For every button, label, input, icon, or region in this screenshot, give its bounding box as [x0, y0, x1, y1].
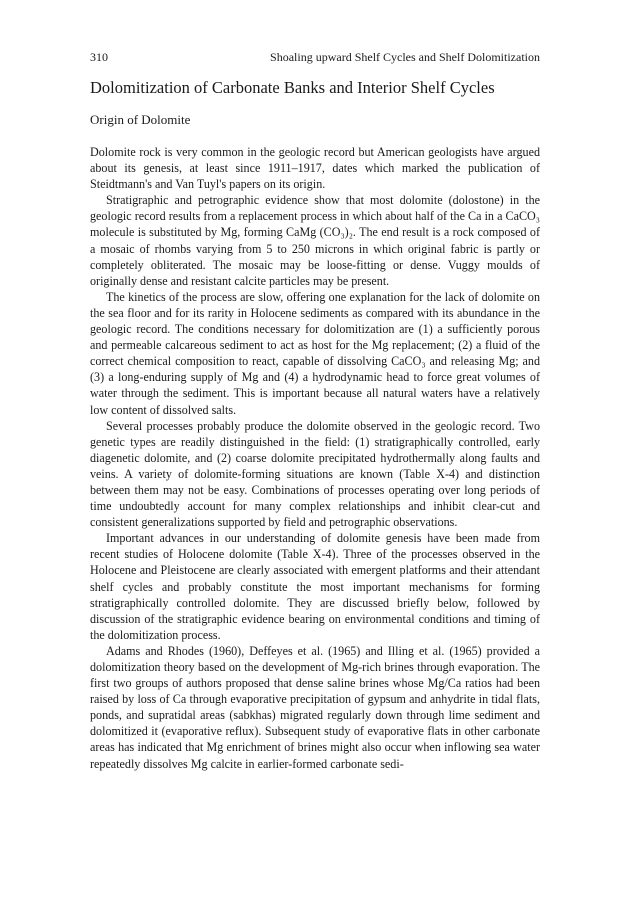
body-text [90, 144, 540, 772]
paragraph: Dolomite rock is very common in the geologic record but American geologists have argued about its genesis, at least since 1911–1917, dates which marked the publication of Steidtmann's and Van Tuyl's papers on its origin. [90, 145, 540, 192]
running-title: Shoaling upward Shelf Cycles and Shelf Dolomitization [270, 50, 540, 64]
page-number: 310 [90, 50, 108, 64]
paragraph: Several processes probably produce the dolomite observed in the geologic record. Two genetic types are readily distinguished in the field: (1) stratigraphically controlled, early diagenetic dolomite, and (2) coarse dolomite precipitated hydrothermally along faults and veins. A variety of dolomite-forming situations are known (Table X-4) and distinction between them may not be easy. Combinations of processes operating over long periods of time undoubtedly account for many complex relationships and inhibit clear-cut and consistent generalizations supported by field and petrographic observations. [90, 418, 540, 530]
paragraph: Stratigraphic and petrographic evidence show that most dolomite (dolostone) in the geologic record results from a replacement process in which about half of the Ca in a CaCO₃ molecule is substituted by Mg, forming CaMg (CO₃)₂. The end result is a rock composed of a mosaic of rhombs varying from 5 to 250 microns in which original fabric is partly or completely obliterated. The mosaic may be loose-fitting or dense. Vuggy moulds of originally dense and resistant calcite particles may be present. [90, 193, 540, 288]
running-header [90, 50, 540, 68]
section-title: Dolomitization of Carbonate Banks and Interior Shelf Cycles [90, 78, 495, 97]
paragraph: Important advances in our understanding of dolomite genesis have been made from recent studies of Holocene dolomite (Table X-4). Three of the processes observed in the Holocene and Pleistocene are clearly associated with emergent platforms and their attendant shelf cycles and probably constitute the most important mechanisms for forming stratigraphically controlled dolomite. They are discussed briefly below, followed by discussion of the stratigraphic evidence bearing on environmental conditions and timing of the dolomitization process. [90, 531, 540, 642]
paragraph: The kinetics of the process are slow, offering one explanation for the lack of dolomite on the sea floor and for its rarity in Holocene sediments as compared with its abundance in the geologic record. The conditions necessary for dolomitization are (1) a sufficiently porous and permeable calcareous sediment to act as host for the Mg replacement; (2) a fluid of the correct chemical composition to react, capable of dissolving CaCO₃ and releasing Mg; and (3) a long-enduring supply of Mg and (4) a hydrodynamic head to force great volumes of water through the sediment. This is important because all natural waters have a relatively low content of dissolved salts. [90, 289, 540, 417]
subsection-title: Origin of Dolomite [90, 112, 191, 127]
paragraph: Adams and Rhodes (1960), Deffeyes et al. (1965) and Illing et al. (1965) provided a dolomitization theory based on the development of Mg-rich brines through evaporation. The first two groups of authors proposed that dense saline brines whose Mg/Ca ratios had been raised by loss of Ca through evaporative precipitation of gypsum and anhydrite in tidal flats, ponds, and supratidal areas (sabkhas) migrated regularly down through lime sediment and dolomitized it (evaporative reflux). Subsequent study of evaporative flats in other carbonate areas has indicated that Mg enrichment of brines might also occur when inflowing sea water repeatedly dissolves Mg calcite in earlier-formed carbonate sedi- [90, 643, 540, 771]
